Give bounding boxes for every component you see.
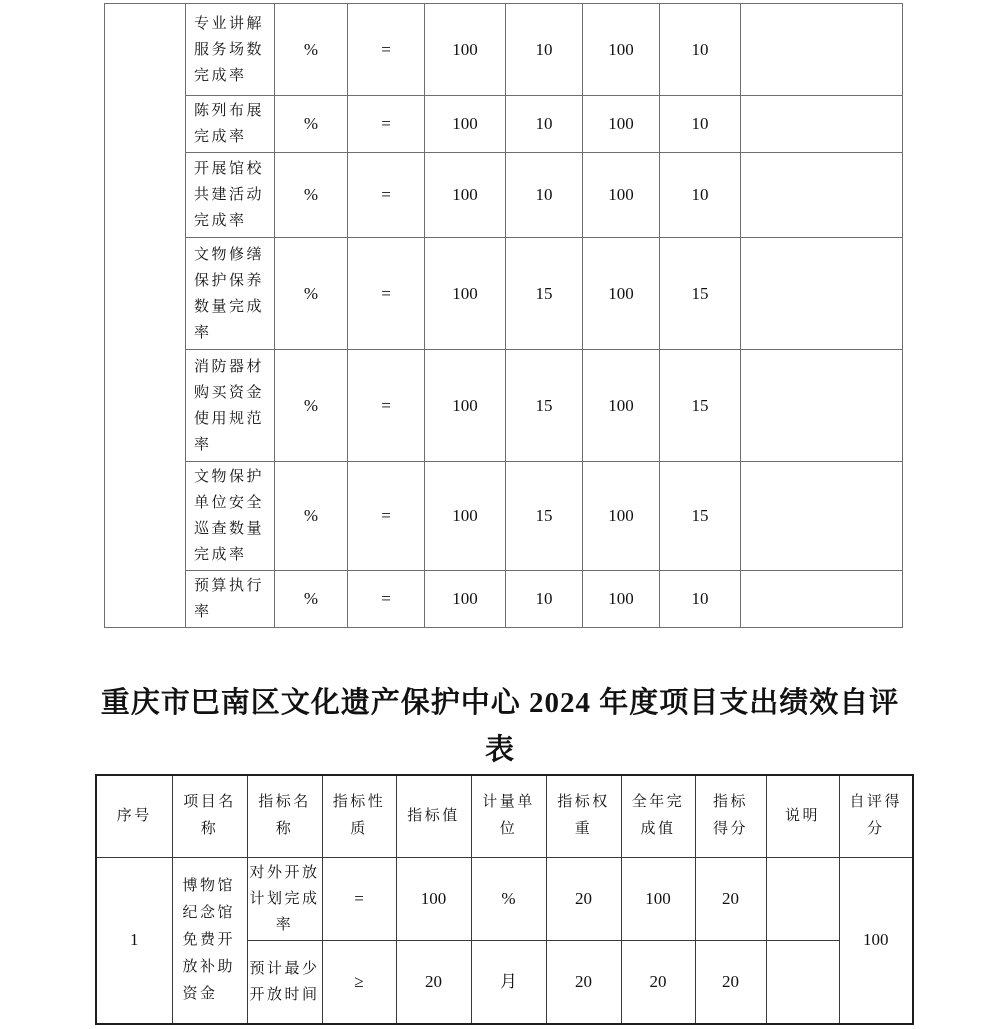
score-cell: 15 [660, 350, 741, 462]
target-value-cell: 100 [425, 96, 506, 153]
indicator-name-cell: 预算执行率 [186, 571, 275, 628]
unit-cell: % [275, 4, 348, 96]
table-row [105, 571, 903, 628]
indicator-name-cell: 陈列布展完成率 [186, 96, 275, 153]
weight-cell: 15 [506, 238, 583, 350]
nature-cell: = [348, 96, 425, 153]
completed-value-cell: 100 [583, 462, 660, 571]
header-note: 说明 [766, 775, 839, 857]
unit-cell: % [275, 153, 348, 238]
unit-cell: % [471, 857, 546, 940]
note-cell [741, 350, 903, 462]
score-cell: 15 [660, 462, 741, 571]
target-value-cell: 100 [425, 4, 506, 96]
page-title-line-1: 重庆市巴南区文化遗产保护中心 2024 年度项目支出绩效自评 [100, 687, 900, 719]
indicator-table-continued [104, 3, 903, 628]
page-title [0, 680, 1000, 774]
page-title-line-2: 表 [484, 734, 515, 766]
unit-cell: % [275, 96, 348, 153]
nature-cell: = [348, 571, 425, 628]
note-cell [766, 940, 839, 1024]
score-cell: 10 [660, 4, 741, 96]
completed-value-cell: 100 [583, 96, 660, 153]
table-row [105, 462, 903, 571]
score-cell: 20 [695, 940, 766, 1024]
weight-cell: 10 [506, 153, 583, 238]
unit-cell: % [275, 350, 348, 462]
nature-cell: = [348, 153, 425, 238]
target-value-cell: 100 [425, 153, 506, 238]
project-name-cell: 博物馆纪念馆免费开放补助资金 [172, 857, 247, 1024]
completed-value-cell: 100 [583, 4, 660, 96]
nature-cell: = [348, 238, 425, 350]
completed-value-cell: 100 [583, 238, 660, 350]
table-row [105, 350, 903, 462]
header-measure-unit: 计量单位 [471, 775, 546, 857]
note-cell [766, 857, 839, 940]
completed-value-cell: 20 [621, 940, 695, 1024]
weight-cell: 10 [506, 571, 583, 628]
unit-cell: 月 [471, 940, 546, 1024]
weight-cell: 10 [506, 4, 583, 96]
indicator-name-cell: 对外开放计划完成率 [247, 857, 322, 940]
note-cell [741, 462, 903, 571]
table-row [105, 153, 903, 238]
completed-value-cell: 100 [583, 571, 660, 628]
weight-cell: 15 [506, 350, 583, 462]
weight-cell: 20 [546, 940, 621, 1024]
note-cell [741, 96, 903, 153]
header-indicator-score: 指标得分 [695, 775, 766, 857]
weight-cell: 15 [506, 462, 583, 571]
empty-merged-cell [105, 4, 186, 628]
completed-value-cell: 100 [621, 857, 695, 940]
unit-cell: % [275, 238, 348, 350]
target-value-cell: 100 [425, 238, 506, 350]
header-indicator-weight: 指标权重 [546, 775, 621, 857]
seq-cell: 1 [96, 857, 172, 1024]
table-row [105, 4, 903, 96]
note-cell [741, 153, 903, 238]
nature-cell: = [322, 857, 396, 940]
header-row [96, 775, 913, 857]
table-row [96, 857, 913, 940]
score-cell: 10 [660, 96, 741, 153]
header-annual-completed: 全年完成值 [621, 775, 695, 857]
score-cell: 15 [660, 238, 741, 350]
nature-cell: = [348, 4, 425, 96]
header-indicator-value: 指标值 [396, 775, 471, 857]
score-cell: 10 [660, 153, 741, 238]
target-value-cell: 100 [425, 350, 506, 462]
header-project-name: 项目名称 [172, 775, 247, 857]
indicator-name-cell: 开展馆校共建活动完成率 [186, 153, 275, 238]
completed-value-cell: 100 [583, 153, 660, 238]
indicator-name-cell: 预计最少开放时间 [247, 940, 322, 1024]
target-value-cell: 100 [425, 571, 506, 628]
indicator-name-cell: 消防器材购买资金使用规范率 [186, 350, 275, 462]
header-indicator-nature: 指标性质 [322, 775, 396, 857]
note-cell [741, 238, 903, 350]
header-seq: 序号 [96, 775, 172, 857]
indicator-name-cell: 文物保护单位安全巡查数量完成率 [186, 462, 275, 571]
table-row [105, 96, 903, 153]
target-value-cell: 20 [396, 940, 471, 1024]
completed-value-cell: 100 [583, 350, 660, 462]
note-cell [741, 571, 903, 628]
weight-cell: 20 [546, 857, 621, 940]
self-evaluation-table [95, 774, 914, 1025]
target-value-cell: 100 [396, 857, 471, 940]
nature-cell: = [348, 462, 425, 571]
nature-cell: ≥ [322, 940, 396, 1024]
note-cell [741, 4, 903, 96]
indicator-name-cell: 文物修缮保护保养数量完成率 [186, 238, 275, 350]
header-self-score: 自评得分 [839, 775, 913, 857]
unit-cell: % [275, 571, 348, 628]
unit-cell: % [275, 462, 348, 571]
weight-cell: 10 [506, 96, 583, 153]
target-value-cell: 100 [425, 462, 506, 571]
indicator-name-cell: 专业讲解服务场数完成率 [186, 4, 275, 96]
score-cell: 10 [660, 571, 741, 628]
self-score-cell: 100 [839, 857, 913, 1024]
table-row [105, 238, 903, 350]
header-indicator-name: 指标名称 [247, 775, 322, 857]
nature-cell: = [348, 350, 425, 462]
score-cell: 20 [695, 857, 766, 940]
